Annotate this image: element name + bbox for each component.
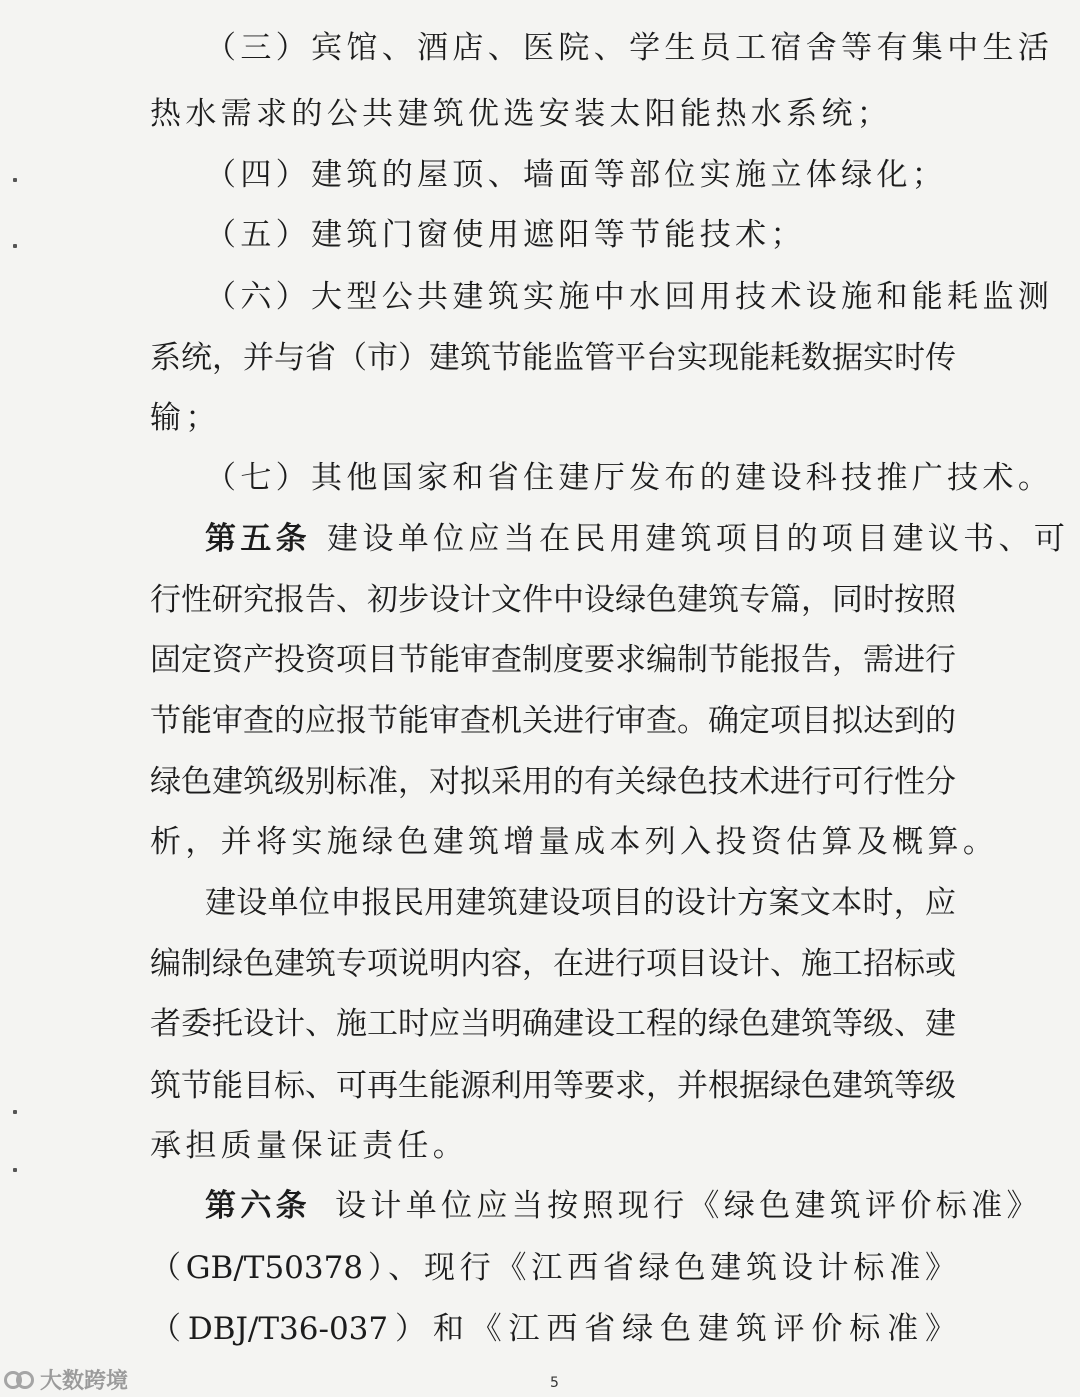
text-line: 承担质量保证责任。 bbox=[150, 1128, 469, 1164]
article-6-heading: 第六条 bbox=[205, 1188, 312, 1224]
text-line: 系统，并与省（市）建筑节能监管平台实现能耗数据实时传 bbox=[150, 340, 956, 376]
article-5-first-line bbox=[205, 519, 1070, 559]
scan-mark bbox=[13, 1168, 17, 1172]
text-line: 行性研究报告、初步设计文件中设绿色建筑专篇，同时按照 bbox=[150, 582, 956, 618]
text-line: （四）建筑的屋顶、墙面等部位实施立体绿化； bbox=[205, 157, 948, 193]
scan-mark bbox=[13, 244, 17, 248]
watermark bbox=[4, 1364, 128, 1395]
text-line: 者委托设计、施工时应当明确建设工程的绿色建筑等级、建 bbox=[150, 1006, 956, 1042]
text-line: 节能审查的应报节能审查机关进行审查。确定项目拟达到的 bbox=[150, 703, 956, 739]
text-line: （三）宾馆、酒店、医院、学生员工宿舍等有集中生活 bbox=[205, 30, 1054, 66]
text-line: 筑节能目标、可再生能源利用等要求，并根据绿色建筑等级 bbox=[150, 1068, 956, 1104]
page-number: 5 bbox=[550, 1375, 559, 1391]
text-line: 设计单位应当按照现行《绿色建筑评价标准》 bbox=[335, 1188, 1042, 1224]
double-circle-logo-icon bbox=[4, 1369, 34, 1391]
text-line: （六）大型公共建筑实施中水回用技术设施和能耗监测 bbox=[205, 279, 1054, 315]
text-line: 输； bbox=[150, 400, 221, 436]
text-line: 编制绿色建筑专项说明内容，在进行项目设计、施工招标或 bbox=[150, 946, 956, 982]
text-line: （五）建筑门窗使用遮阳等节能技术； bbox=[205, 217, 806, 253]
article-5-heading: 第五条 bbox=[205, 521, 312, 557]
text-line: 绿色建筑级别标准，对拟采用的有关绿色技术进行可行性分 bbox=[150, 764, 956, 800]
text-line: 析，并将实施绿色建筑增量成本列入投资估算及概算。 bbox=[150, 824, 999, 860]
scan-mark bbox=[13, 1110, 17, 1114]
text-line: 固定资产投资项目节能审查制度要求编制节能报告，需进行 bbox=[150, 642, 956, 678]
article-6-first-line bbox=[205, 1186, 1042, 1226]
text-line: （DBJ/T36-037）和《江西省绿色建筑评价标准》 bbox=[150, 1311, 956, 1347]
text-line: （GB/T50378）、现行《江西省绿色建筑设计标准》 bbox=[150, 1250, 956, 1286]
text-line: 建设单位应当在民用建筑项目的项目建议书、可 bbox=[327, 521, 1070, 557]
scan-mark bbox=[13, 178, 17, 182]
text-line: 建设单位申报民用建筑建设项目的设计方案文本时，应 bbox=[205, 885, 956, 921]
watermark-text: 大数跨境 bbox=[40, 1369, 129, 1394]
text-line: 热水需求的公共建筑优选安装太阳能热水系统； bbox=[150, 96, 893, 132]
text-line: （七）其他国家和省住建厅发布的建设科技推广技术。 bbox=[205, 460, 1054, 496]
